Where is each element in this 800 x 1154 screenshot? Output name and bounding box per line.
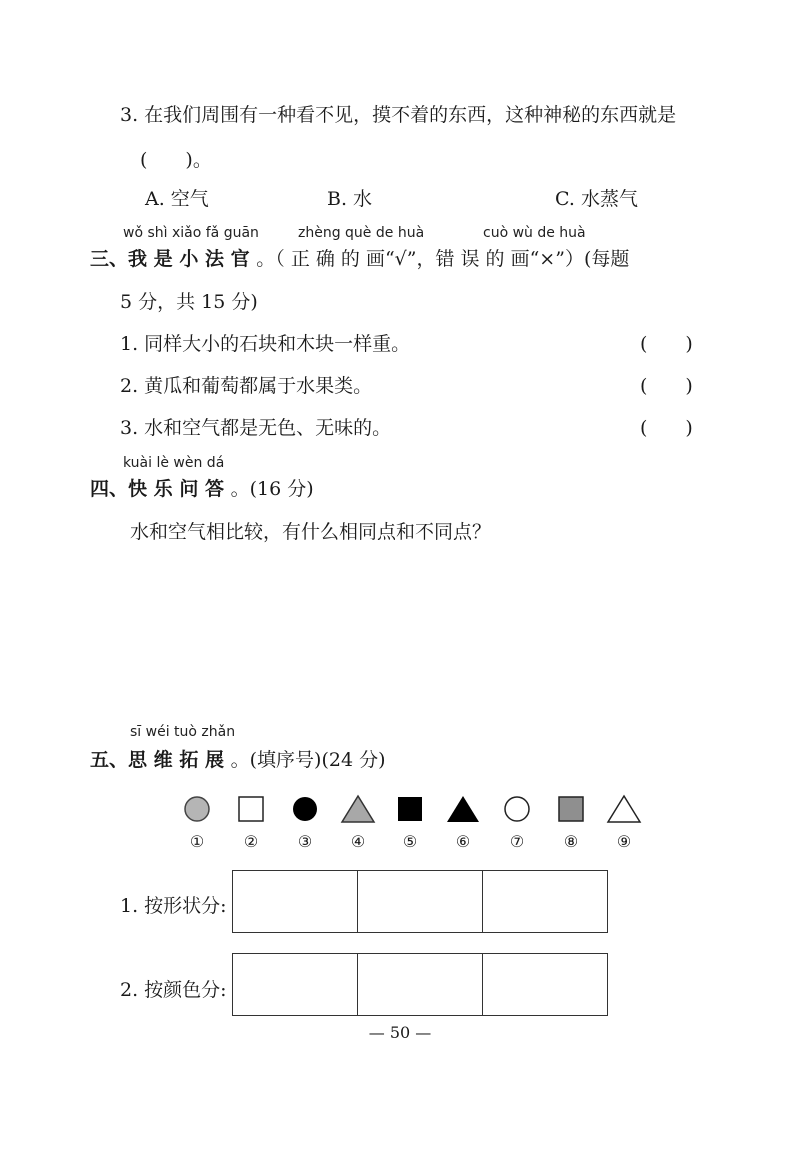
- shape-5: [385, 794, 435, 851]
- page-number: — 50 —: [368, 1023, 432, 1042]
- sort-by-color-grid: [232, 953, 608, 1016]
- gray-square-icon: [556, 794, 586, 824]
- gray-triangle-icon: [340, 794, 376, 824]
- sort-by-shape-box-3[interactable]: [483, 871, 607, 932]
- white-square-icon: [236, 794, 266, 824]
- shape-5-label: ⑤: [402, 832, 418, 851]
- section4-number: 四、: [90, 478, 129, 500]
- sort-by-shape-box-1[interactable]: [233, 871, 358, 932]
- judge-item-3-text: 3. 水和空气都是无色、无味的。: [120, 417, 392, 439]
- shape-2: [226, 794, 276, 851]
- shape-7-label: ⑦: [509, 832, 525, 851]
- question-3-blank[interactable]: ( )。: [140, 149, 212, 171]
- section5-title: 思维拓展: [128, 749, 231, 771]
- section5-heading: [90, 745, 386, 772]
- shape-6: [438, 794, 488, 851]
- section3-instruction-cont: 5 分，共 15 分): [120, 291, 258, 313]
- shape-4: [333, 794, 383, 851]
- section5-number: 五、: [90, 749, 129, 771]
- black-square-icon: [395, 794, 425, 824]
- sort-by-color-box-3[interactable]: [483, 954, 607, 1015]
- gray-circle-icon: [182, 794, 212, 824]
- sort-by-shape-grid: [232, 870, 608, 933]
- option-c[interactable]: C. 水蒸气: [555, 188, 638, 210]
- option-b[interactable]: B. 水: [327, 188, 373, 210]
- shape-1-label: ①: [189, 832, 205, 851]
- judge-item-1-blank[interactable]: ( ): [640, 333, 693, 355]
- section5-pinyin: sī wéi tuò zhǎn: [130, 724, 236, 740]
- section3-title: 我是小法官: [128, 248, 257, 270]
- section4-title: 快乐问答: [128, 478, 231, 500]
- section3-wrong-pinyin: cuò wù de huà: [483, 225, 586, 241]
- shape-2-label: ②: [243, 832, 259, 851]
- sort-by-shape-label: 1. 按形状分:: [120, 895, 227, 917]
- section4-suffix: 。(16 分): [230, 478, 314, 500]
- section4-pinyin: kuài lè wèn dá: [123, 455, 225, 471]
- sort-by-color-label: 2. 按颜色分:: [120, 979, 227, 1001]
- section4-heading: [90, 474, 314, 501]
- question-3-text: 3. 在我们周围有一种看不见，摸不着的东西，这种神秘的东西就是: [120, 104, 677, 126]
- shape-3: [280, 794, 330, 851]
- section3-correct-pinyin: zhèng què de huà: [298, 225, 425, 241]
- judge-item-2-blank[interactable]: ( ): [640, 375, 693, 397]
- sort-by-shape-box-2[interactable]: [358, 871, 483, 932]
- shape-8: [546, 794, 596, 851]
- white-circle-icon: [502, 794, 532, 824]
- shape-3-label: ③: [297, 832, 313, 851]
- sort-by-color-box-1[interactable]: [233, 954, 358, 1015]
- black-triangle-icon: [445, 794, 481, 824]
- judge-item-1-text: 1. 同样大小的石块和木块一样重。: [120, 333, 411, 355]
- shape-8-label: ⑧: [563, 832, 579, 851]
- judge-item-3-blank[interactable]: ( ): [640, 417, 693, 439]
- section3-number: 三、: [90, 248, 129, 270]
- section3-heading: [90, 244, 629, 271]
- shape-4-label: ④: [350, 832, 366, 851]
- judge-item-2-text: 2. 黄瓜和葡萄都属于水果类。: [120, 375, 373, 397]
- section4-answer-area[interactable]: [120, 555, 700, 705]
- white-triangle-icon: [606, 794, 642, 824]
- section5-suffix: 。(填序号)(24 分): [230, 749, 386, 771]
- option-a[interactable]: A. 空气: [145, 188, 209, 210]
- shape-9: [599, 794, 649, 851]
- section4-question: 水和空气相比较，有什么相同点和不同点？: [130, 521, 492, 543]
- section3-title-pinyin: wǒ shì xiǎo fǎ guān: [123, 225, 259, 241]
- shape-6-label: ⑥: [455, 832, 471, 851]
- black-circle-icon: [290, 794, 320, 824]
- shape-1: [172, 794, 222, 851]
- shape-9-label: ⑨: [616, 832, 632, 851]
- shape-7: [492, 794, 542, 851]
- section3-instruction: 。（ 正 确 的 画“√”，错 误 的 画“×”）(每题: [256, 248, 630, 270]
- sort-by-color-box-2[interactable]: [358, 954, 483, 1015]
